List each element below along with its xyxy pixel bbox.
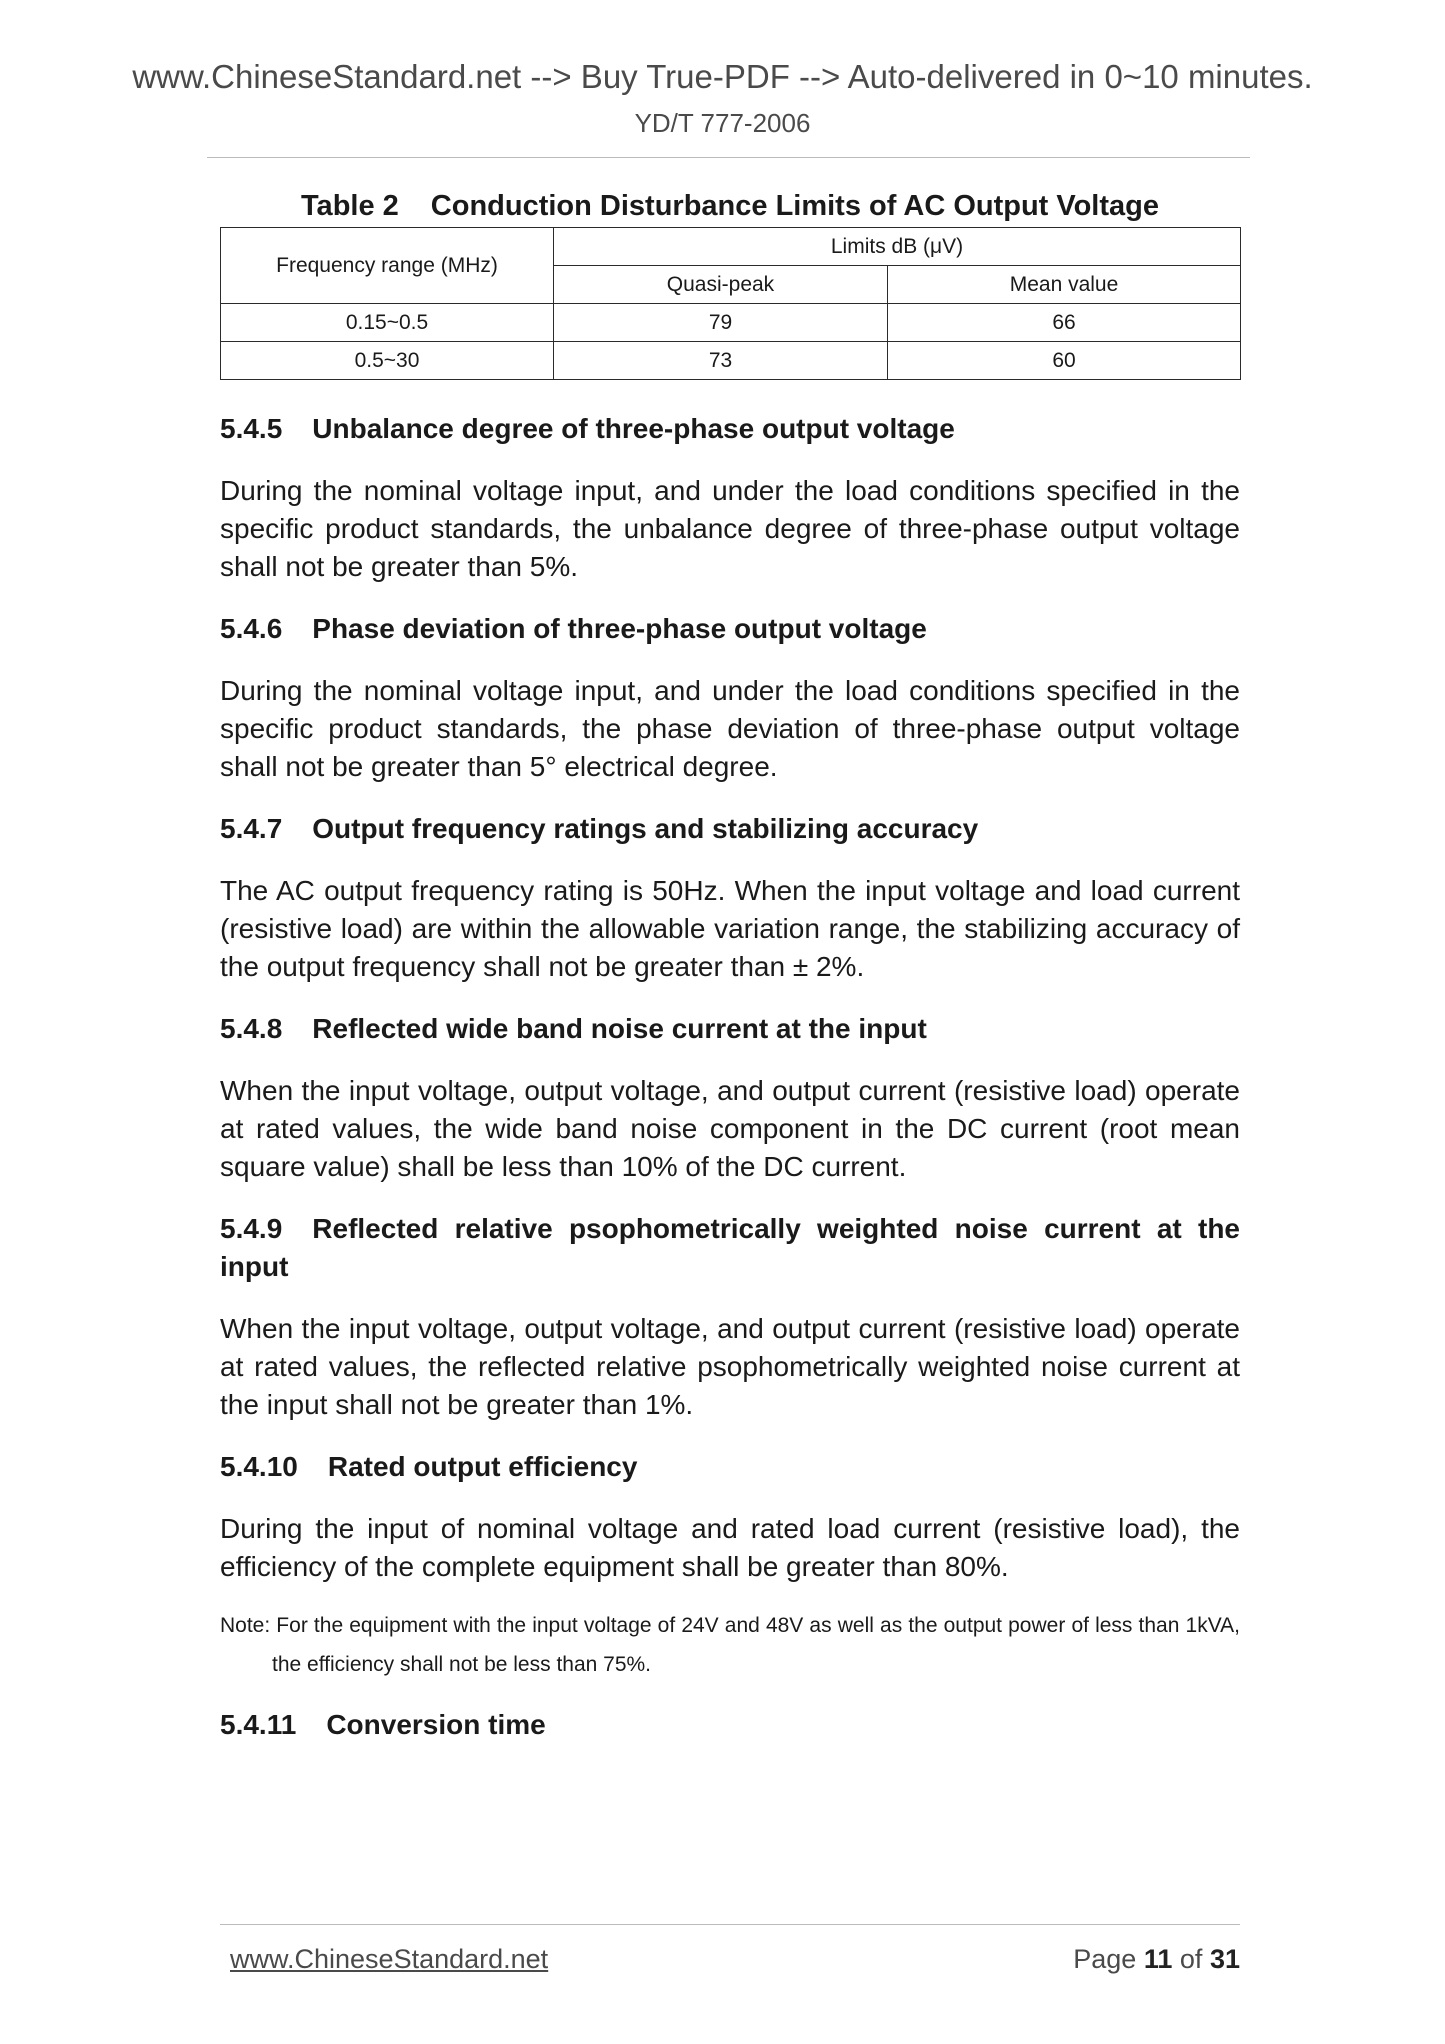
table-row [221, 304, 1241, 342]
document-body [220, 410, 1240, 1768]
cell-mean-value: 66 [888, 304, 1241, 342]
header-frequency: Frequency range (MHz) [221, 228, 554, 304]
section-title: Phase deviation of three-phase output voltage [312, 613, 927, 644]
section-paragraph: During the nominal voltage input, and under the load conditions specified in the specific product standards, the unbalance degree of three-phase output voltage shall not be greater than 5%. [220, 475, 1240, 582]
section-title: Unbalance degree of three-phase output voltage [312, 413, 955, 444]
header-limits: Limits dB (μV) [554, 228, 1241, 266]
section-heading [220, 1706, 1240, 1744]
table-header-row [221, 228, 1241, 266]
efficiency-note: Note: For the equipment with the input voltage of 24V and 48V as well as the output power of less than 1kVA, the efficiency shall not be less than 75%. [220, 1614, 1240, 1676]
page-indicator [1073, 1944, 1240, 1975]
limits-table [220, 227, 1241, 380]
section-title: Reflected relative psophometrically weighted noise current at the input [220, 1213, 1240, 1282]
section-number: 5.4.8 [220, 1013, 283, 1044]
section-heading [220, 410, 1240, 448]
footer-divider [220, 1924, 1240, 1925]
table-title: Conduction Disturbance Limits of AC Output Voltage [430, 190, 1159, 222]
page-number: 11 [1143, 1944, 1173, 1974]
footer-site-link[interactable]: www.ChineseStandard.net [230, 1944, 549, 1974]
table-number: Table 2 [301, 190, 399, 222]
table-caption [220, 190, 1240, 223]
table-row [221, 342, 1241, 380]
section-number: 5.4.5 [220, 413, 283, 444]
section-paragraph: During the nominal voltage input, and under the load conditions specified in the specific product standards, the phase deviation of three-phase output voltage shall not be greater than 5° electrical degree. [220, 675, 1240, 782]
section-title: Reflected wide band noise current at the input [312, 1013, 927, 1044]
header-divider [207, 157, 1250, 158]
document-id: YD/T 777-2006 [634, 108, 811, 138]
section-heading [220, 1448, 1240, 1486]
section-number: 5.4.10 [220, 1451, 298, 1482]
section-heading [220, 610, 1240, 648]
section-paragraph: When the input voltage, output voltage, and output current (resistive load) operate at rated values, the wide band noise component in the DC current (root mean square value) shall be less than 10% of the DC current. [220, 1075, 1240, 1182]
section-paragraph: When the input voltage, output voltage, and output current (resistive load) operate at rated values, the reflected relative psophometrically weighted noise current at the input shall not be greater than 1%. [220, 1313, 1240, 1420]
page-total: 31 [1209, 1944, 1240, 1974]
section-heading [220, 1210, 1240, 1286]
cell-quasi-peak: 79 [554, 304, 888, 342]
section-heading [220, 1010, 1240, 1048]
section-paragraph: During the input of nominal voltage and rated load current (resistive load), the efficiency of the complete equipment shall be greater than 80%. [220, 1513, 1240, 1582]
section-number: 5.4.7 [220, 813, 283, 844]
header-banner: www.ChineseStandard.net --> Buy True-PDF --> Auto-delivered in 0~10 minutes. [132, 58, 1313, 95]
section-paragraph: The AC output frequency rating is 50Hz. When the input voltage and load current (resistive load) are within the allowable variation range, the stabilizing accuracy of the output frequency shall not be greater than ± 2%. [220, 875, 1240, 982]
section-title: Rated output efficiency [327, 1451, 638, 1482]
section-heading [220, 810, 1240, 848]
cell-frequency: 0.15~0.5 [221, 304, 554, 342]
cell-frequency: 0.5~30 [221, 342, 554, 380]
section-number: 5.4.11 [220, 1709, 297, 1740]
section-number: 5.4.9 [220, 1213, 283, 1244]
header-mean-value: Mean value [888, 266, 1241, 304]
section-title: Conversion time [326, 1709, 546, 1740]
page-label: Page [1073, 1944, 1137, 1974]
of-label: of [1179, 1944, 1203, 1974]
section-title: Output frequency ratings and stabilizing accuracy [312, 813, 979, 844]
cell-quasi-peak: 73 [554, 342, 888, 380]
section-number: 5.4.6 [220, 613, 283, 644]
header-quasi-peak: Quasi-peak [554, 266, 888, 304]
cell-mean-value: 60 [888, 342, 1241, 380]
